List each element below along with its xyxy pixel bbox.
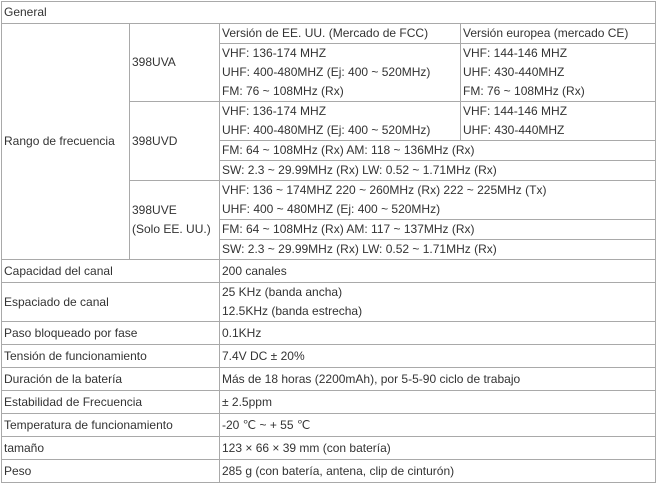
table-row — [2, 24, 656, 44]
uvd-ce-line: VHF: 144-146 MHZ — [463, 104, 568, 119]
uve-line: FM: 64 ~ 108MHz (Rx) AM: 117 ~ 137MHz (Rx) — [220, 220, 656, 240]
uvd-shared-line: SW: 2.3 ~ 29.99MHz (Rx) LW: 0.52 ~ 1.71MHz (Rx) — [220, 161, 656, 181]
uva-fcc-cell — [220, 44, 461, 102]
uva-fcc-line: FM: 76 ~ 108MHz (Rx) — [222, 83, 344, 98]
spec-value: -20 ℃ ~ + 55 ℃ — [220, 414, 656, 437]
spec-label: Temperatura de funcionamiento — [2, 414, 220, 437]
spec-table — [1, 1, 656, 483]
spec-label: Paso bloqueado por fase — [2, 322, 220, 345]
table-row — [2, 260, 656, 283]
spec-value: 7.4V DC ± 20% — [220, 345, 656, 368]
uve-model-name: 398UVE — [132, 203, 177, 218]
spec-label: Estabilidad de Frecuencia — [2, 391, 220, 414]
uve-line: UHF: 400 ~ 480MHZ (Ej: 400 ~ 520MHz) — [222, 202, 441, 216]
uva-ce-line: UHF: 430-440MHZ — [463, 65, 565, 80]
spec-label: Capacidad del canal — [2, 260, 220, 283]
uvd-fcc-line: UHF: 400-480MHZ (Ej: 400 ~ 520MHz) — [222, 123, 431, 137]
spec-value — [220, 283, 656, 322]
spec-value: Más de 18 horas (2200mAh), por 5-5-90 ciclo de trabajo — [220, 368, 656, 391]
freq-range-label: Rango de frecuencia — [2, 24, 130, 260]
spec-value: ± 2.5ppm — [220, 391, 656, 414]
spec-value-line: 12.5KHz (banda estrecha) — [222, 304, 363, 318]
uvd-fcc-line: VHF: 136-174 MHZ — [222, 104, 327, 119]
uve-line: VHF: 136 ~ 174MHZ 220 ~ 260MHz (Rx) 222 ~ 225MHz (Tx) — [222, 183, 547, 198]
uvd-ce-line: UHF: 430-440MHZ — [463, 123, 565, 137]
spec-label: tamaño — [2, 437, 220, 460]
spec-value-line: 25 KHz (banda ancha) — [222, 285, 343, 300]
spec-value: 285 g (con batería, antena, clip de cinturón) — [220, 460, 656, 483]
model-398uve — [130, 181, 220, 260]
spec-label: Espaciado de canal — [2, 283, 220, 322]
spec-value: 200 canales — [220, 260, 656, 283]
spec-label: Peso — [2, 460, 220, 483]
table-row — [2, 2, 656, 24]
spec-value: 123 × 66 × 39 mm (con batería) — [220, 437, 656, 460]
uvd-fcc-cell — [220, 102, 461, 141]
uva-ce-line: VHF: 144-146 MHZ — [463, 46, 568, 61]
table-row — [2, 283, 656, 322]
table-row — [2, 391, 656, 414]
model-398uvd: 398UVD — [130, 102, 220, 181]
table-row — [2, 345, 656, 368]
spec-value: 0.1KHz — [220, 322, 656, 345]
fcc-version-header: Versión de EE. UU. (Mercado de FCC) — [220, 24, 461, 44]
uve-model-note: (Solo EE. UU.) — [132, 222, 211, 236]
general-header: General — [2, 2, 656, 24]
table-row — [2, 368, 656, 391]
uvd-ce-cell — [461, 102, 656, 141]
uva-ce-cell — [461, 44, 656, 102]
spec-label: Tensión de funcionamiento — [2, 345, 220, 368]
uve-line: SW: 2.3 ~ 29.99MHz (Rx) LW: 0.52 ~ 1.71MHz (Rx) — [220, 240, 656, 260]
uva-fcc-line: VHF: 136-174 MHZ — [222, 46, 327, 61]
uva-fcc-line: UHF: 400-480MHZ (Ej: 400 ~ 520MHz) — [222, 65, 431, 80]
uvd-shared-line: FM: 64 ~ 108MHz (Rx) AM: 118 ~ 136MHz (Rx) — [220, 141, 656, 161]
ce-version-header: Versión europea (mercado CE) — [461, 24, 656, 44]
model-398uva: 398UVA — [130, 24, 220, 102]
spec-label: Duración de la batería — [2, 368, 220, 391]
uve-cell — [220, 181, 656, 220]
table-row — [2, 460, 656, 483]
uva-ce-line: FM: 76 ~ 108MHz (Rx) — [463, 83, 585, 98]
table-row — [2, 437, 656, 460]
table-row — [2, 322, 656, 345]
table-row — [2, 414, 656, 437]
